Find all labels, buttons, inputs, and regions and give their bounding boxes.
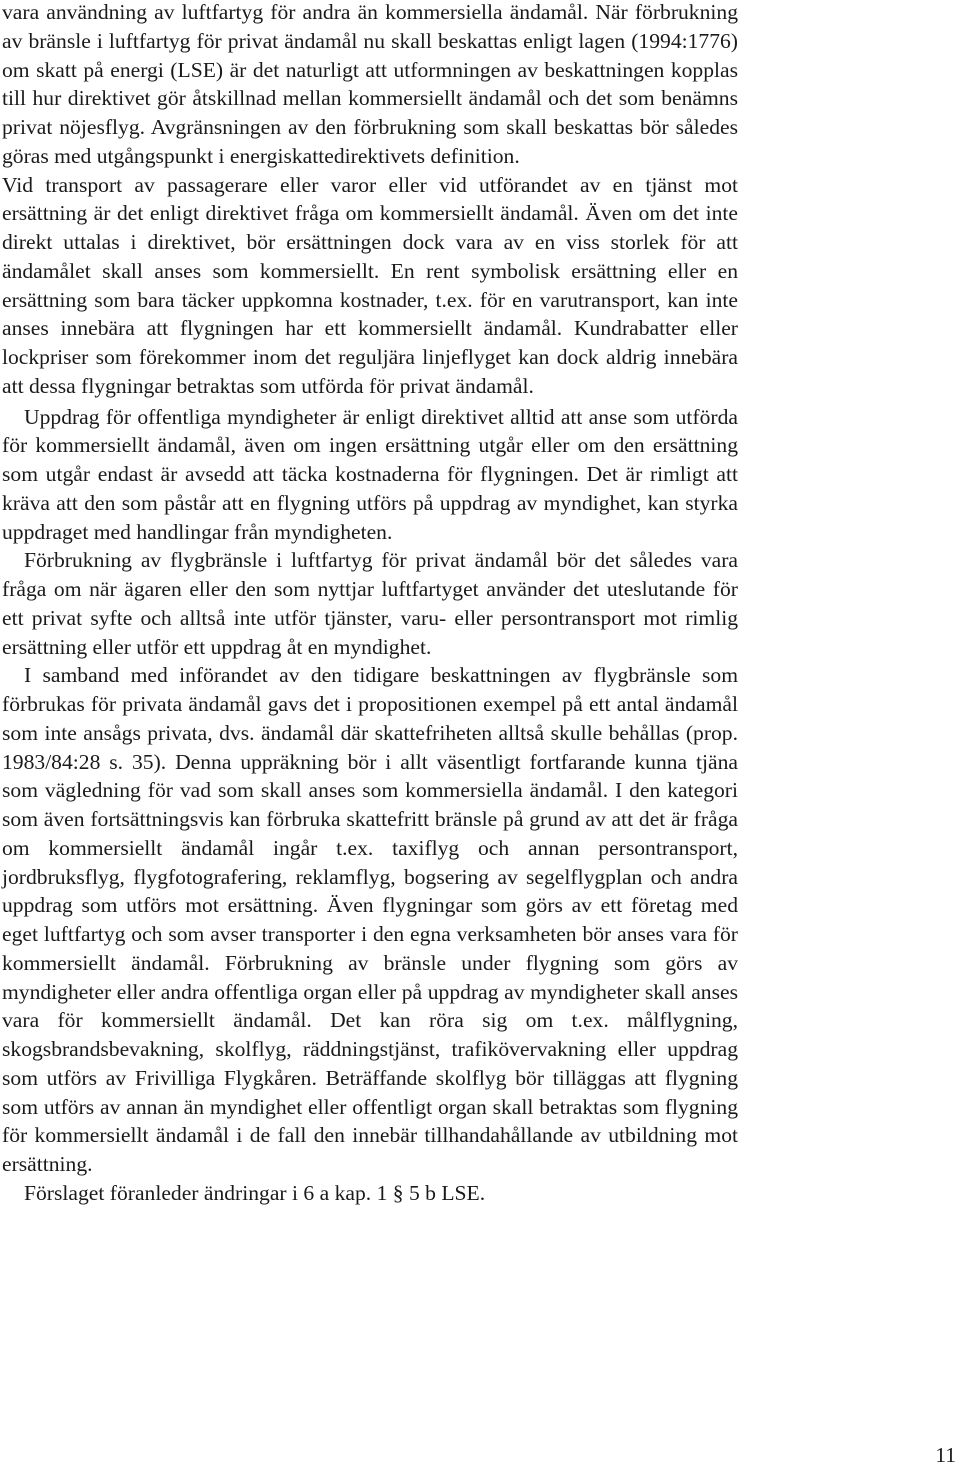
paragraph-1-serif-run: vara användning av luftfartyg för andra än kommersiella ändamål. När förbrukning av bränsle i luftfartyg för privat ändamål nu skall beskattas enligt lagen (1994:1776) om skatt på energi (LSE) är det naturligt att utformningen av beskattningen kopplas till hur direktivet gör åtskillnad mellan kommersiellt ändamål och det som benämns privat nöjesflyg. Avgränsningen av den förbrukning som skall beskattas bör således göras med utgångspunkt i energiskattedirektivets definition.	[2, 0, 738, 168]
paragraph-2	[2, 171, 738, 401]
paragraph-2-text: Vid transport av passagerare eller varor eller vid utförandet av en tjänst mot ersättning är det enligt direktivet fråga om kommersiellt ändamål. Även om det inte direkt uttalas i direktivet, bör ersättningen dock vara av en viss storlek för att ändamålet skall anses som kommersiellt. En rent symbolisk ersättning eller en ersättning som bara täcker uppkomna kostnader, t.ex. för en varutransport, kan inte anses innebära att flygningen har ett kommersiellt ändamål. Kundrabatter eller lockpriser som förekommer inom det reguljära linjeflyget kan dock aldrig innebära att dessa flygningar betraktas som utförda för privat ändamål.	[2, 172, 738, 398]
paragraph-4	[2, 546, 738, 661]
page-number: 11	[935, 1443, 956, 1467]
paragraph-3-text: Uppdrag för offentliga myndigheter är enligt direktivet alltid att anse som utförda för kommersiellt ändamål, även om ingen ersättning utgår eller om den ersättning som utgår endast är avsedd att täcka kostnaderna för flygningen. Det är rimligt att kräva att den som påstår att en flygning utförs på uppdrag av myndighet, kan styrka uppdraget med handlingar från myndigheten.	[2, 404, 738, 544]
paragraph-6-text: Förslaget föranleder ändringar i 6 a kap. 1 § 5 b LSE.	[24, 1180, 486, 1205]
paragraph-1	[2, 0, 738, 171]
paragraph-5-text: I samband med införandet av den tidigare beskattningen av flygbränsle som förbrukas för privata ändamål gavs det i propositionen exempel på ett antal ändamål som inte ansågs privata, dvs. ändamål där skattefriheten alltså skulle behållas (prop. 1983/84:28 s. 35). Denna uppräkning bör i allt väsentligt fortfarande kunna tjäna som vägledning för vad som skall anses som kommersiella ändamål. I den kategori som även fortsättningsvis kan förbruka skattefritt bränsle på grund av att det är fråga om kommersiellt ändamål ingår t.ex. taxiflyg och annan persontransport, jordbruksflyg, flygfotografering, reklamflyg, bogsering av segelflygplan och andra uppdrag som utförs mot ersättning. Även flygningar som görs av ett företag med eget luftfartyg och som avser transporter i den egna verksamheten bör anses vara för kommersiellt ändamål. Förbrukning av bränsle under flygning som görs av myndigheter eller andra offentliga organ eller på uppdrag av myndigheter skall anses vara för kommersiellt ändamål. Det kan röra sig om t.ex. målflygning, skogsbrandsbevakning, skolflyg, räddningstjänst, trafikövervakning eller uppdrag som utförs av Frivilliga Flygkåren. Beträffande skolflyg bör tilläggas att flygning som utförs av annan än myndighet eller offentligt organ skall betraktas som flygning för kommersiellt ändamål i de fall den innebär tillhandahållande av utbildning mot ersättning.	[2, 663, 738, 1176]
document-page	[2, 0, 738, 1208]
paragraph-4-text: Förbrukning av flygbränsle i luftfartyg för privat ändamål bör det således vara fråga om när ägaren eller den som nyttjar luftfartyget använder det uteslutande för ett privat syfte och alltså inte utför tjänster, varu- eller persontransport mot rimlig ersättning eller utför ett uppdrag åt en myndighet.	[2, 548, 738, 659]
paragraph-5	[2, 661, 738, 1179]
paragraph-6	[2, 1179, 738, 1208]
paragraph-3	[2, 403, 738, 547]
